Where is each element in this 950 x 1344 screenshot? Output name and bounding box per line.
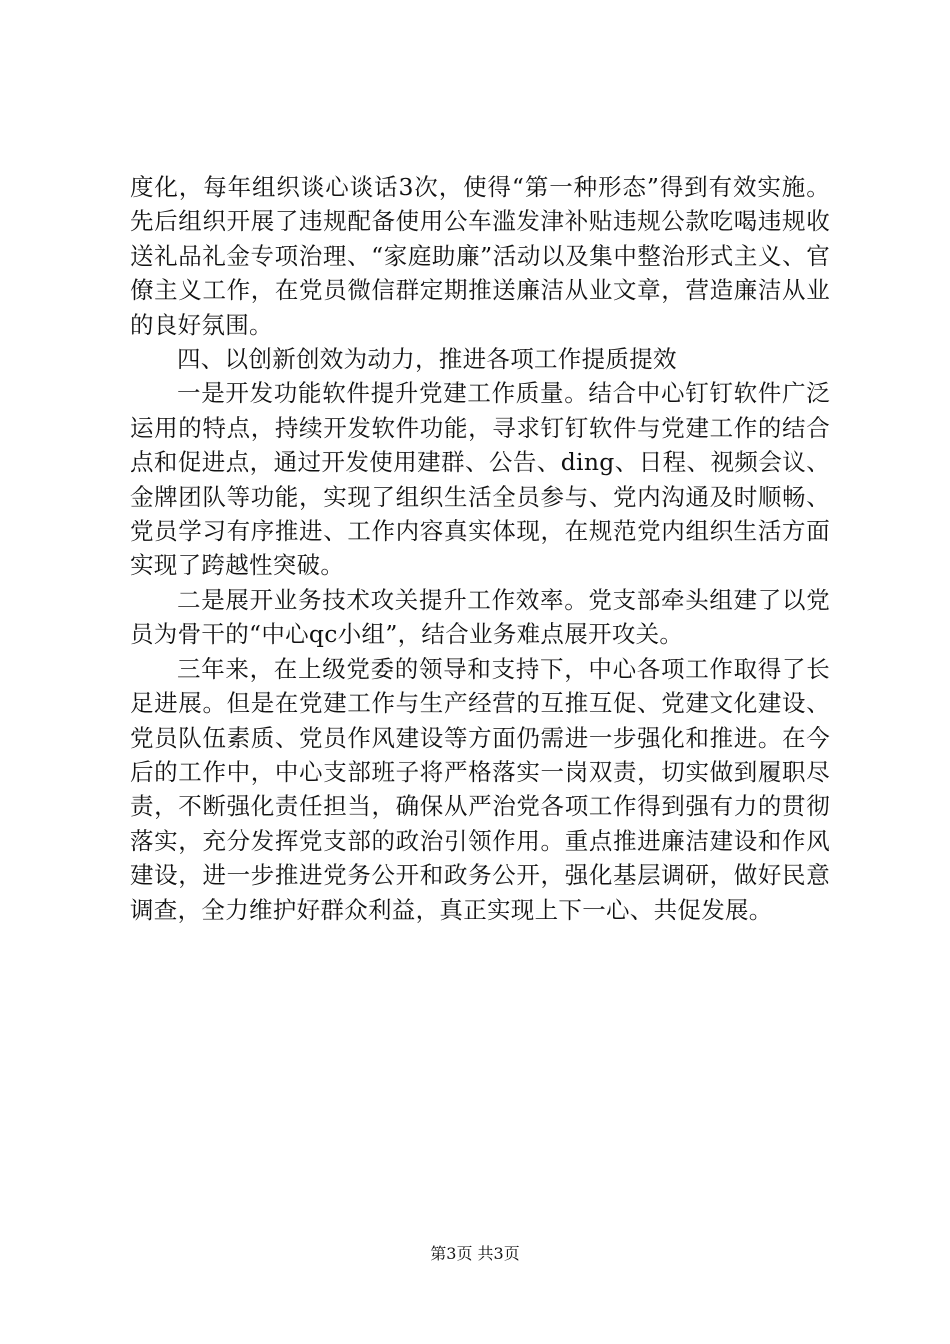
paragraph-4: 三年来，在上级党委的领导和支持下，中心各项工作取得了长足进展。但是在党建工作与生产经营的互推互促、党建文化建设、党员队伍素质、党员作风建设等方面仍需进一步强化和推进。在今后的工作中，中心支部班子将严格落实一岗双责，切实做到履职尽责，不断强化责任担当，确保从严治党各项工作得到强有力的贯彻落实，充分发挥党支部的政治引领作用。重点推进廉洁建设和作风建设，进一步推进党务公开和政务公开，强化基层调研，做好民意调查，全力维护好群众利益，真正实现上下一心、共促发展。 [130,654,830,924]
paragraph-2: 一是开发功能软件提升党建工作质量。结合中心钉钉软件广泛运用的特点，持续开发软件功能，寻求钉钉软件与党建工作的结合点和促进点，通过开发使用建群、公告、ding、日程、视频会议、金牌团队等功能，实现了组织生活全员参与、党内沟通及时顺畅、党员学习有序推进、工作内容真实体现，在规范党内组织生活方面实现了跨越性突破。 [130,379,830,580]
document-body [130,170,830,927]
page-footer: 第3页 共3页 [430,1244,520,1263]
paragraph-3: 二是展开业务技术攻关提升工作效率。党支部牵头组建了以党员为骨干的“中心qc小组”，结合业务难点展开攻关。 [130,585,830,649]
section-heading: 四、以创新创效为动力，推进各项工作提质提效 [177,345,677,374]
paragraph-1: 度化，每年组织谈心谈话3次，使得“第一种形态”得到有效实施。先后组织开展了违规配备使用公车滥发津补贴违规公款吃喝违规收送礼品礼金专项治理、“家庭助廉”活动以及集中整治形式主义、官僚主义工作，在党员微信群定期推送廉洁从业文章，营造廉洁从业的良好氛围。 [130,173,830,339]
